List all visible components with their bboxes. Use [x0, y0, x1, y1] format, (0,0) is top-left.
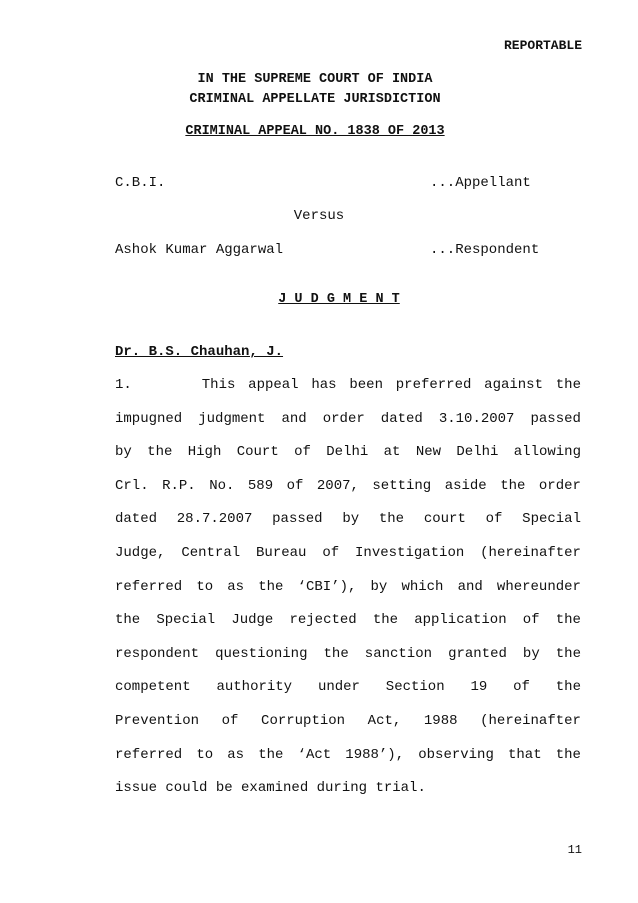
paragraph-word: Crl. — [115, 477, 149, 494]
paragraph-word: court — [423, 511, 466, 528]
paragraph-word: Judge, — [115, 544, 166, 561]
paragraph-word: competent — [115, 679, 191, 696]
versus-label: Versus — [293, 208, 345, 224]
paragraph-word: of — [322, 544, 340, 561]
paragraph-line — [115, 441, 581, 475]
paragraph-word: order — [538, 477, 581, 494]
paragraph-word: allowing — [513, 444, 581, 461]
paragraph-word: respondent — [115, 645, 200, 662]
judge-author: Dr. B.S. Chauhan, J. — [115, 344, 284, 360]
paragraph-word: ‘CBI’), — [297, 578, 357, 595]
paragraph-word: to — [196, 746, 214, 763]
paragraph-word: of — [513, 679, 530, 696]
paragraph-word: passed — [272, 511, 323, 528]
paragraph-word: appeal — [248, 377, 299, 393]
paragraph-word: has — [311, 377, 337, 393]
paragraph-word: the — [555, 746, 581, 763]
respondent-role: ...Respondent — [430, 242, 540, 258]
paragraph-word: that — [507, 746, 542, 763]
judgment-heading: J U D G M E N T — [278, 292, 400, 307]
appellant-name: C.B.I. — [115, 175, 166, 191]
paragraph-word: of — [221, 712, 239, 729]
paragraph-word: referred — [115, 578, 183, 595]
paragraph-word: the — [555, 377, 581, 393]
paragraph-word: referred — [115, 746, 183, 763]
paragraph-word: the — [115, 612, 141, 629]
paragraph-word: dated — [380, 410, 423, 427]
paragraph-word: Bureau — [256, 544, 307, 561]
paragraph-line — [115, 643, 581, 677]
paragraph-line — [115, 609, 581, 643]
paragraph-word: Central — [181, 544, 241, 561]
paragraph-word: which — [401, 578, 444, 595]
paragraph-word: of — [286, 477, 304, 494]
paragraph-word: the — [378, 511, 405, 528]
paragraph-word: New — [415, 444, 442, 461]
paragraph-word: at — [383, 444, 401, 461]
paragraph-word: the — [500, 477, 526, 494]
paragraph-word: R.P. — [162, 477, 196, 494]
paragraph-line — [115, 576, 581, 610]
paragraph-word: questioning — [215, 645, 308, 662]
paragraph-word: as — [227, 578, 245, 595]
paragraph-word: aside — [444, 477, 487, 494]
paragraph-word: 28.7.2007 — [176, 511, 253, 528]
paragraph-word: the — [147, 444, 173, 461]
paragraph-word: (hereinafter — [480, 544, 581, 561]
paragraph-word: 1988 — [423, 712, 458, 729]
paragraph-line — [115, 744, 581, 778]
paragraph-word: by — [115, 444, 132, 461]
paragraph-word: Prevention — [115, 712, 200, 729]
paragraph-word: (hereinafter — [480, 712, 581, 729]
paragraph-word: 2007, — [316, 477, 359, 494]
page-number: 11 — [567, 843, 582, 857]
court-name: IN THE SUPREME COURT OF INDIA — [197, 72, 433, 87]
paragraph-line — [115, 408, 581, 442]
paragraph-number: 1. — [115, 377, 132, 393]
paragraph-word: No. — [209, 477, 235, 494]
paragraph-word: by — [522, 645, 540, 662]
paragraph-word: observing — [418, 746, 494, 763]
appellant-role: ...Appellant — [430, 175, 531, 191]
paragraph-line — [115, 374, 581, 408]
paragraph-word: preferred — [395, 377, 472, 393]
paragraph-word: Corruption — [261, 712, 346, 729]
paragraph-word: sanction — [364, 645, 433, 662]
paragraph-line — [115, 542, 581, 576]
paragraph-word: Judge — [231, 612, 274, 629]
paragraph-word: the — [372, 612, 399, 629]
paragraph-line — [115, 475, 581, 509]
paragraph-word: the — [555, 679, 581, 696]
paragraph-word: High — [187, 444, 222, 461]
paragraph-word: the — [555, 645, 581, 662]
paragraph-word: setting — [372, 477, 432, 494]
paragraph-word: Delhi — [326, 444, 369, 461]
paragraph-word: by — [342, 511, 360, 528]
paragraph-word: the — [258, 746, 284, 763]
paragraph-word: This — [201, 377, 236, 393]
paragraph-word: authority — [216, 679, 293, 696]
paragraph-word: passed — [530, 410, 581, 427]
paragraph-word: Special — [156, 612, 216, 629]
paragraph-word: dated — [115, 511, 158, 528]
paragraph-1 — [115, 374, 581, 811]
paragraph-word: 1988’), — [345, 746, 405, 763]
paragraph-word: the — [555, 612, 581, 629]
paragraph-word: judgment — [198, 410, 266, 427]
paragraph-line — [115, 777, 581, 811]
paragraph-word: the — [323, 645, 349, 662]
paragraph-word: Act, — [367, 712, 402, 729]
paragraph-word: of — [294, 444, 311, 461]
paragraph-word: by — [370, 578, 388, 595]
paragraph-line — [115, 508, 581, 542]
paragraph-line — [115, 676, 581, 710]
jurisdiction: CRIMINAL APPELLATE JURISDICTION — [189, 92, 441, 107]
paragraph-word: rejected — [289, 612, 357, 629]
paragraph-word: against — [484, 377, 543, 393]
paragraph-word: been — [349, 377, 383, 393]
respondent-name: Ashok Kumar Aggarwal — [115, 242, 284, 258]
paragraph-word: Special — [522, 511, 581, 528]
appeal-number: CRIMINAL APPEAL NO. 1838 OF 2013 — [185, 124, 445, 139]
paragraph-word: under — [317, 679, 360, 696]
paragraph-word: to — [196, 578, 214, 595]
paragraph-word: Delhi — [456, 444, 499, 461]
paragraph-word: 3.10.2007 — [438, 410, 515, 427]
paragraph-word: impugned — [115, 410, 183, 427]
paragraph-word: granted — [448, 645, 507, 662]
paragraph-word: order — [322, 410, 365, 427]
paragraph-word: 589 — [247, 477, 274, 494]
paragraph-word: 19 — [470, 679, 488, 696]
paragraph-line — [115, 710, 581, 744]
paragraph-word: whereunder — [496, 578, 581, 595]
paragraph-word: the — [258, 578, 284, 595]
paragraph-word: ‘Act — [297, 746, 332, 763]
paragraph-word: and — [281, 410, 307, 427]
paragraph-word: and — [457, 578, 483, 595]
paragraph-word: as — [227, 746, 245, 763]
paragraph-word: Section — [385, 679, 445, 696]
paragraph-word: of — [485, 511, 503, 528]
paragraph-word: application — [414, 612, 507, 629]
reportable-label: REPORTABLE — [503, 38, 582, 53]
paragraph-word: Court — [236, 444, 279, 461]
paragraph-word: of — [522, 612, 540, 629]
paragraph-word: Investigation — [355, 544, 465, 561]
paragraph-word: issue could be examined during trial. — [115, 780, 426, 797]
